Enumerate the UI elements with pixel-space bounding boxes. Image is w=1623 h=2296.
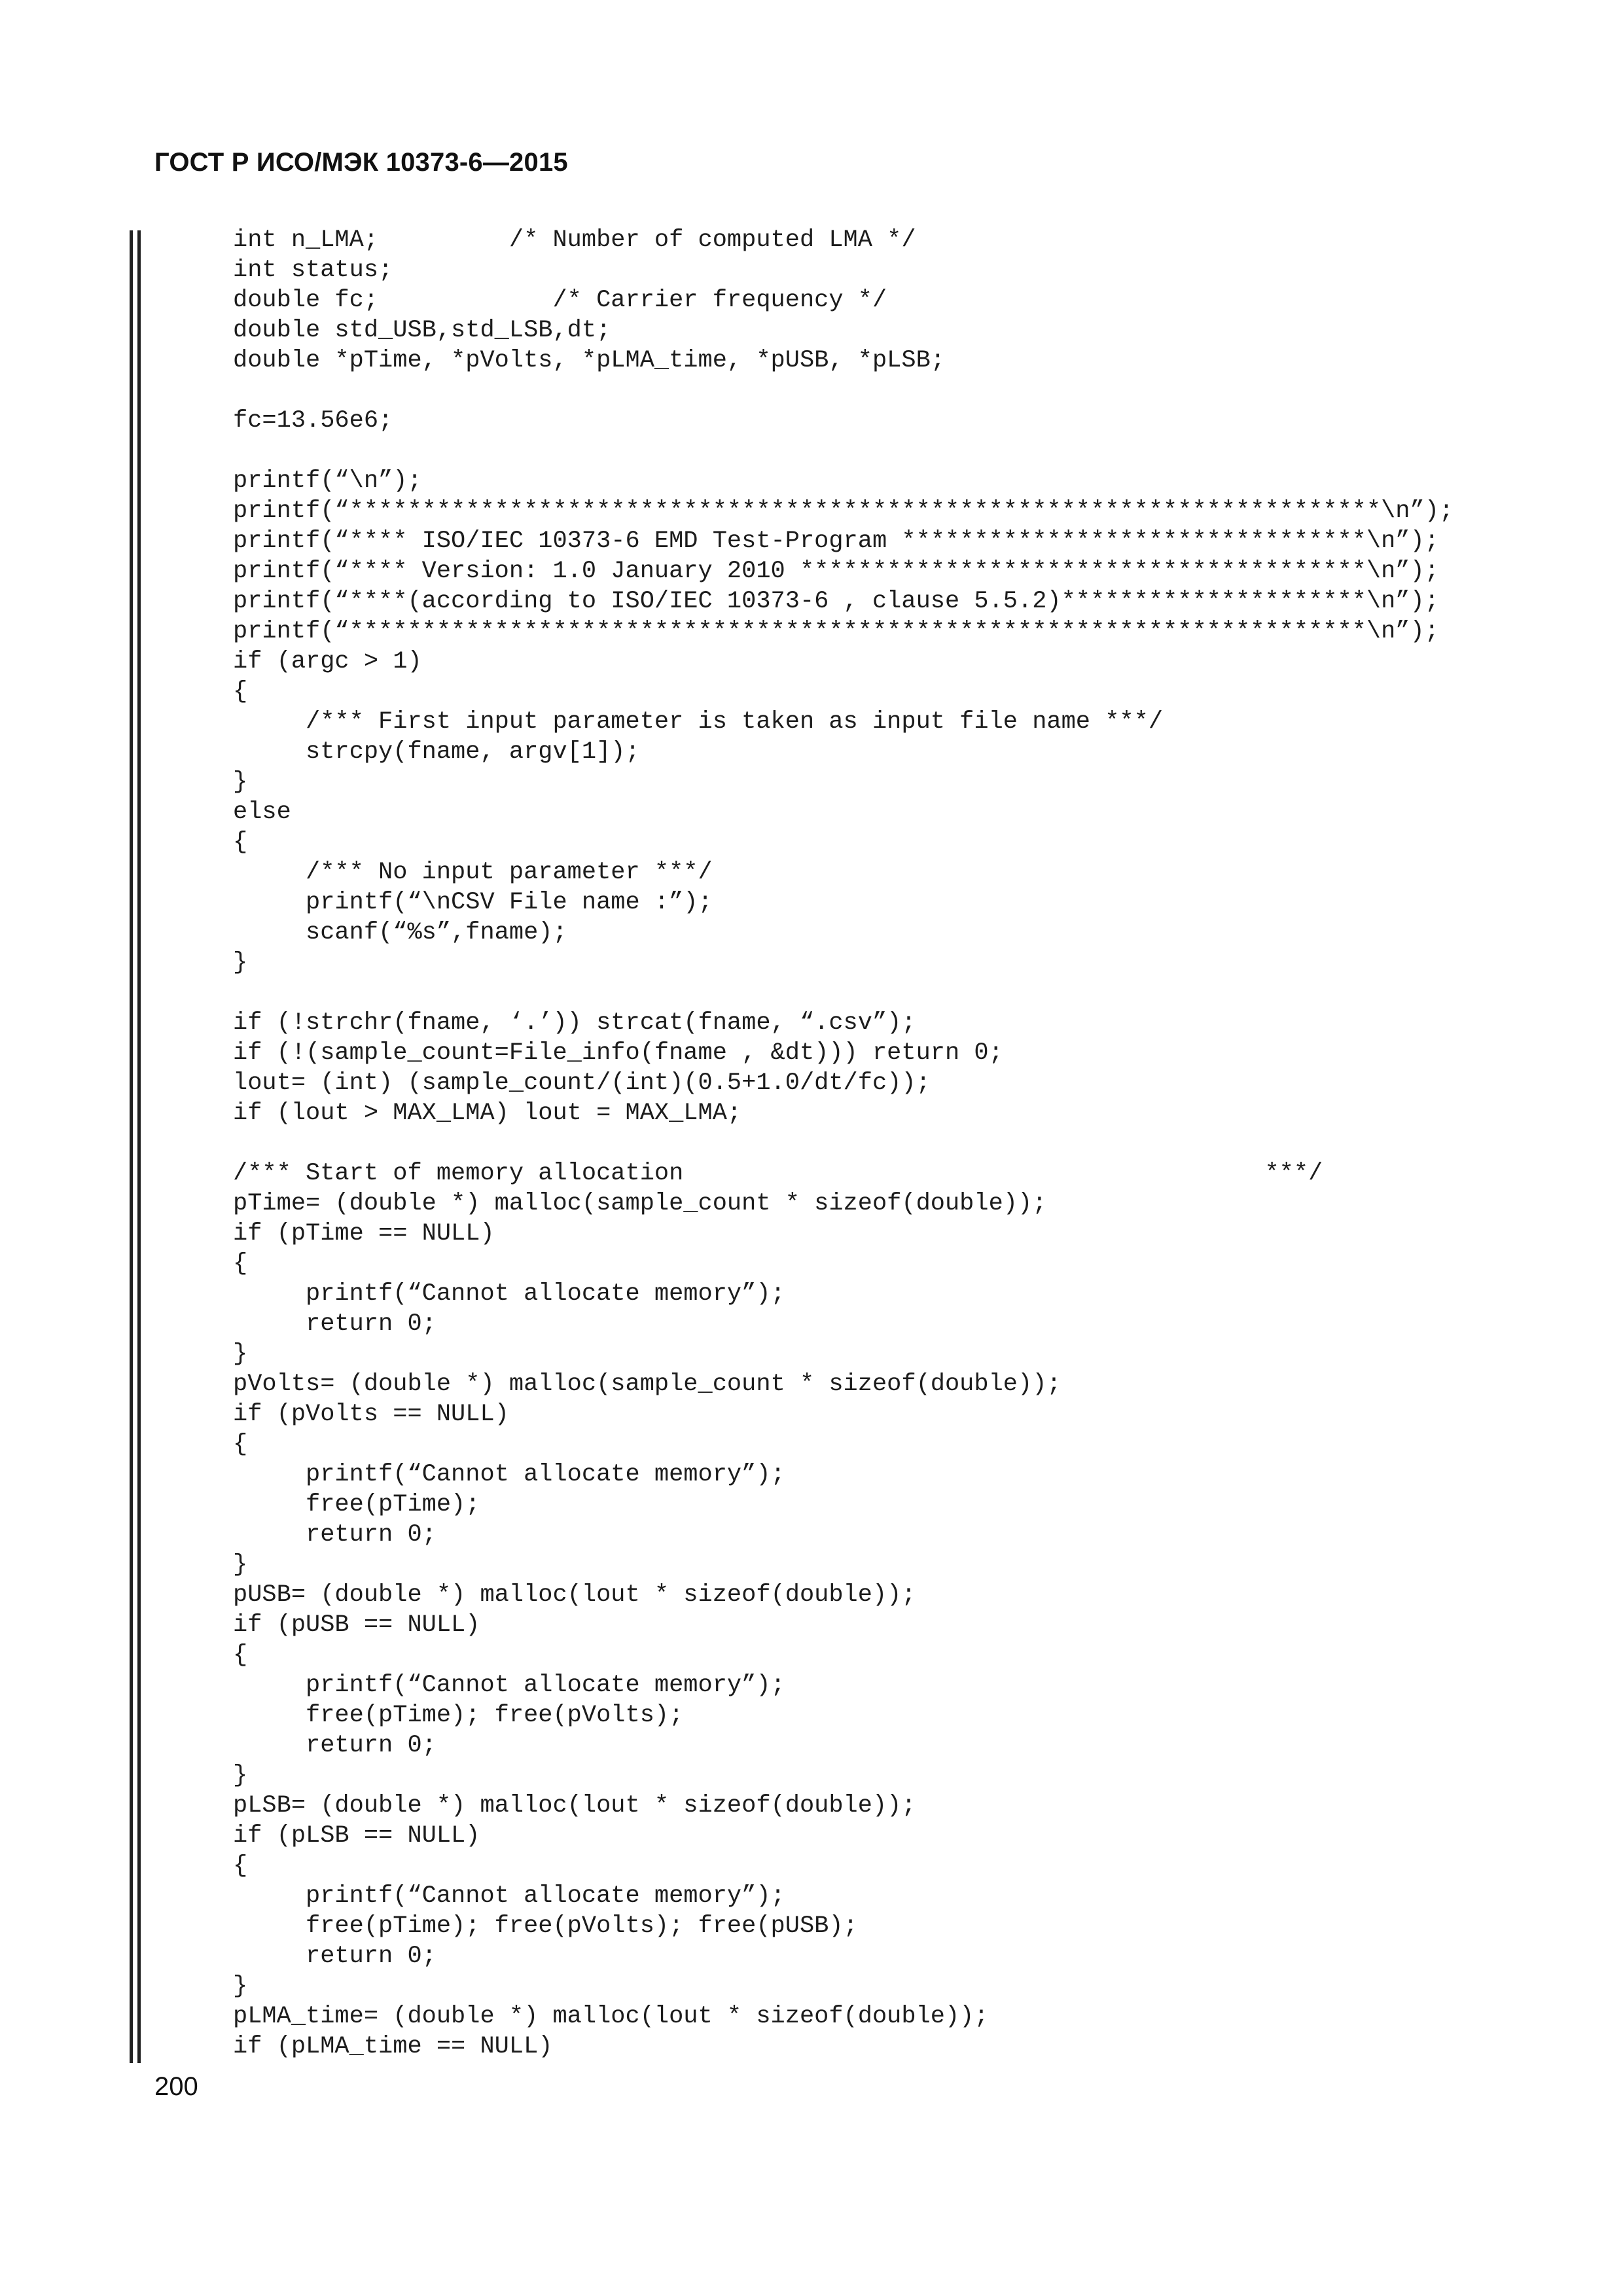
code-line: if (pLMA_time == NULL) <box>233 2033 553 2060</box>
change-bar-left <box>130 230 133 2063</box>
code-line: printf(“Cannot allocate memory”); <box>233 1672 785 1699</box>
code-line: /*** First input parameter is taken as input file name ***/ <box>233 708 1164 736</box>
change-bar-right <box>137 230 141 2063</box>
code-line: if (pLSB == NULL) <box>233 1822 480 1850</box>
code-line: if (lout > MAX_LMA) lout = MAX_LMA; <box>233 1100 742 1127</box>
code-line: double fc; /* Carrier frequency */ <box>233 287 887 314</box>
code-line: { <box>233 1431 248 1458</box>
code-line: } <box>233 1973 248 2000</box>
code-line: pVolts= (double *) malloc(sample_count * sizeof(double)); <box>233 1371 1061 1398</box>
code-line: { <box>233 1250 248 1278</box>
code-line: { <box>233 678 248 706</box>
code-line: pLMA_time= (double *) malloc(lout * sizeof(double)); <box>233 2003 989 2030</box>
code-line: pTime= (double *) malloc(sample_count * sizeof(double)); <box>233 1190 1047 1217</box>
code-line: /*** No input parameter ***/ <box>233 859 713 886</box>
code-listing <box>233 225 1454 2062</box>
code-line: pLSB= (double *) malloc(lout * sizeof(double)); <box>233 1792 916 1820</box>
page-header: ГОСТ Р ИСО/МЭК 10373-6—2015 <box>154 148 568 177</box>
code-line: int status; <box>233 257 393 284</box>
code-line: printf(“**** Version: 1.0 January 2010 ***************************************\n”); <box>233 558 1439 585</box>
code-line: /*** Start of memory allocation ***/ <box>233 1160 1323 1187</box>
code-line: return 0; <box>233 1943 437 1970</box>
code-line: } <box>233 949 248 977</box>
code-line: { <box>233 1852 248 1880</box>
code-line: if (pUSB == NULL) <box>233 1611 480 1639</box>
code-line: printf(“\n”); <box>233 467 422 495</box>
code-line: if (!strchr(fname, ‘.’)) strcat(fname, “.csv”); <box>233 1009 916 1037</box>
page-number: 200 <box>154 2072 198 2101</box>
code-line: fc=13.56e6; <box>233 407 393 435</box>
code-line: printf(“Cannot allocate memory”); <box>233 1461 785 1488</box>
code-line: free(pTime); free(pVolts); <box>233 1702 684 1729</box>
code-line: double std_USB,std_LSB,dt; <box>233 317 611 344</box>
code-line: printf(“**** ISO/IEC 10373-6 EMD Test-Program ********************************\n”); <box>233 528 1439 555</box>
code-line: { <box>233 1641 248 1669</box>
code-line: if (pTime == NULL) <box>233 1220 495 1247</box>
code-line <box>233 978 1454 1008</box>
code-line: printf(“Cannot allocate memory”); <box>233 1882 785 1910</box>
code-line <box>233 436 1454 466</box>
code-line: } <box>233 1762 248 1789</box>
code-line: pUSB= (double *) malloc(lout * sizeof(double)); <box>233 1581 916 1609</box>
code-line: { <box>233 829 248 856</box>
code-line: int n_LMA; /* Number of computed LMA */ <box>233 226 916 254</box>
code-line: scanf(“%s”,fname); <box>233 919 567 946</box>
code-line: printf(“****(according to ISO/IEC 10373-6 , clause 5.5.2)*********************\n”); <box>233 588 1439 615</box>
code-line: lout= (int) (sample_count/(int)(0.5+1.0/dt/fc)); <box>233 1069 931 1097</box>
code-line: free(pTime); free(pVolts); free(pUSB); <box>233 1912 858 1940</box>
code-line: printf(“**********************************************************************\n”); <box>233 618 1439 645</box>
code-line: double *pTime, *pVolts, *pLMA_time, *pUSB, *pLSB; <box>233 347 945 374</box>
code-line <box>233 1128 1454 1158</box>
code-line: if (!(sample_count=File_info(fname , &dt))) return 0; <box>233 1039 1003 1067</box>
code-line: else <box>233 798 291 826</box>
code-line <box>233 376 1454 406</box>
code-line: free(pTime); <box>233 1491 480 1518</box>
code-line: } <box>233 1551 248 1579</box>
code-line: } <box>233 768 248 796</box>
code-line: if (argc > 1) <box>233 648 422 675</box>
code-line: if (pVolts == NULL) <box>233 1401 509 1428</box>
code-line: strcpy(fname, argv[1]); <box>233 738 640 766</box>
code-line: printf(“Cannot allocate memory”); <box>233 1280 785 1308</box>
code-line: return 0; <box>233 1732 437 1759</box>
code-line: return 0; <box>233 1521 437 1549</box>
code-line: printf(“\nCSV File name :”); <box>233 889 713 916</box>
code-line: } <box>233 1340 248 1368</box>
code-line: return 0; <box>233 1310 437 1338</box>
code-line: printf(“***********************************************************************\n”); <box>233 497 1454 525</box>
